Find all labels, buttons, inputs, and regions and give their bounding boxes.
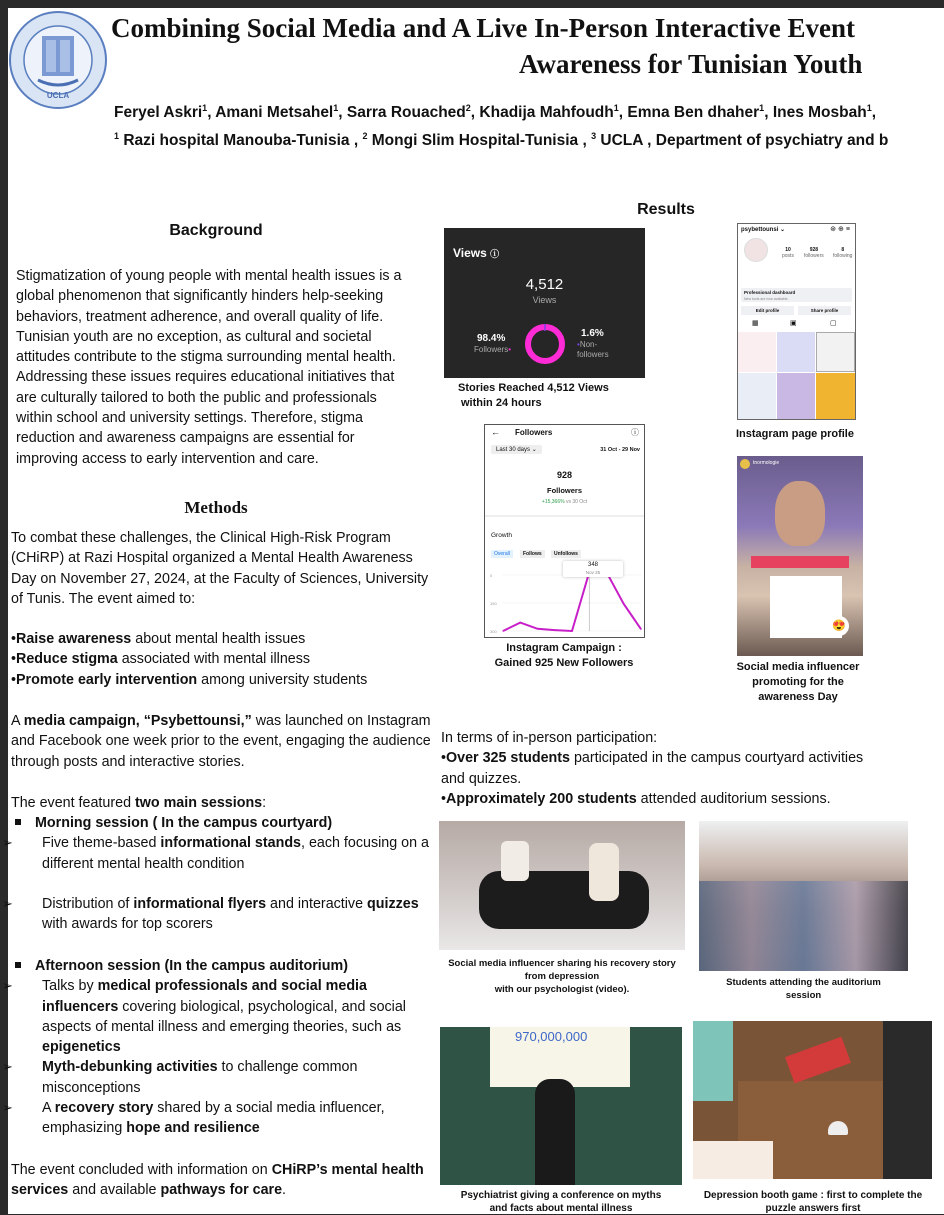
- followers-ring: [528, 327, 562, 361]
- speaker: [535, 1079, 575, 1185]
- background-text: Stigmatization of young people with mental health issues is a global phenomenon that significantly hinders help-seeking behaviors, treatment adherence, and overall quality of life. Tunisian youth are no exception, as cultural and societal attitudes contribute to the stigma surrounding mental health. Addressing these issues requires educational initiatives that are culturally tailored to both the public and professionals within school and university settings. Therefore, stigma reduction and awareness campaigns are essential for improving access to early intervention and care.: [16, 268, 402, 467]
- arrow-bullet-icon: ➢: [2, 1100, 13, 1116]
- afternoon-item: ➢ Myth-debunking activities to challenge common misconceptions: [2, 1059, 358, 1096]
- person-influencer: [501, 841, 529, 881]
- profile-avatar: [744, 238, 768, 262]
- growth-label: Growth: [491, 532, 512, 539]
- morning-session: [2, 813, 441, 934]
- influencer-caption: Social media influencer promoting for the awareness Day: [736, 661, 860, 703]
- tab-overall[interactable]: Overall: [491, 550, 513, 558]
- post-thumb[interactable]: [816, 332, 855, 372]
- profile-menu-icons[interactable]: ⊛⊕≡: [830, 226, 852, 233]
- followers-card-title: Followers: [515, 428, 553, 437]
- post-thumb[interactable]: [738, 332, 776, 372]
- date-range-text: 31 Oct - 29 Nov: [600, 447, 640, 453]
- data-point: [502, 630, 503, 631]
- instagram-views-card: [444, 228, 645, 378]
- followers-change: +15,366% vs 30 Oct: [541, 499, 588, 505]
- stat-posts: 10 posts: [782, 247, 794, 259]
- person-right: [883, 1021, 932, 1179]
- nonfollowers-pct: 1.6%: [581, 328, 604, 339]
- methods-heading: Methods: [184, 498, 248, 517]
- professional-dashboard[interactable]: Professional dashboard New tools are now available.: [741, 288, 852, 302]
- psychiatrist-conference-photo: [440, 1027, 682, 1185]
- views-caption: Stories Reached 4,512 Views within 24 hours: [458, 382, 609, 409]
- y-tick-label: 300: [490, 629, 497, 634]
- aim-item: •Promote early intervention among university students: [11, 671, 368, 688]
- date-range-dropdown[interactable]: Last 30 days ⌄: [491, 445, 542, 454]
- participation-item: •Over 325 students participated in the campus courtyard activities and quizzes.: [441, 750, 864, 787]
- author: Sarra Rouached$^2$: [346, 103, 471, 122]
- square-bullet-icon: [15, 819, 21, 825]
- followers-growth-line: [503, 572, 641, 631]
- methods-intro: To combat these challenges, the Clinical High-Risk Program (CHiRP) at Razi Hospital organized a Mental Health Awareness Day on November 27, 2024, at the Faculty of Sciences, University of Tunis. The event aimed to:: [11, 530, 429, 607]
- booth-game-photo: [693, 1021, 932, 1179]
- influencer-head: [775, 481, 825, 546]
- stat-followers: 928 followers: [804, 247, 824, 259]
- share-profile-button[interactable]: Share profile: [798, 306, 851, 315]
- data-point: [537, 628, 538, 629]
- tab-unfollows[interactable]: Unfollows: [551, 550, 581, 558]
- arabic-banner: [751, 556, 849, 568]
- data-point: [640, 629, 641, 630]
- nonfollowers-label: •Non-followers: [577, 340, 609, 359]
- auditorium-caption: Students attending the auditorium session: [726, 977, 881, 1001]
- person-psychologist: [589, 843, 619, 901]
- info-icon[interactable]: ⓘ: [631, 428, 639, 437]
- flyer-corner: [693, 1141, 773, 1179]
- post-thumb[interactable]: [738, 373, 776, 419]
- edit-profile-button[interactable]: Edit profile: [741, 306, 794, 315]
- author-list: Feryel Askri$^1$, Amani Metsahel$^1$, Sarra Rouached$^2$, Khadija Mahfoudh$^1$, Emna Ben dhaher$^1$, Ines Mosbah$^1$,: [114, 103, 877, 122]
- views-total: 4,512: [525, 276, 564, 293]
- ucla-seal-logo: [8, 10, 108, 110]
- affiliation-list: [114, 131, 888, 150]
- booth-game-caption: Depression booth game : first to complete the puzzle answers first: [703, 1190, 923, 1214]
- author: Emna Ben dhaher$^1$: [627, 103, 765, 122]
- svg-text:UCLA: UCLA: [46, 91, 70, 100]
- instagram-followers-card: [484, 424, 645, 638]
- back-arrow-icon[interactable]: ←: [491, 427, 500, 437]
- slide-text: 970,000,000: [515, 1029, 588, 1044]
- data-point: [554, 629, 555, 630]
- crowd-row: [699, 881, 908, 971]
- arrow-bullet-icon: ➢: [2, 835, 13, 851]
- affiliation: $^1$ Razi hospital Manouba-Tunisia ,: [114, 131, 363, 150]
- followers-count: 928: [556, 470, 573, 480]
- stat-following: 8 following: [833, 247, 853, 259]
- info-icon: ⓘ: [490, 249, 500, 259]
- account-avatar: [740, 459, 750, 469]
- poster-title-line2: Awareness for Tunisian Youth: [519, 49, 863, 79]
- square-bullet-icon: [15, 962, 21, 968]
- morning-item: ➢ Distribution of informational flyers and interactive quizzes with awards for top scorers: [2, 895, 419, 933]
- views-total-label: Views: [532, 295, 557, 305]
- aim-item: •Raise awareness about mental health issues: [11, 631, 306, 647]
- aim-item: •Reduce stigma associated with mental illness: [11, 651, 311, 668]
- author: Amani Metsahel$^1$: [215, 103, 339, 122]
- background-heading: Background: [169, 222, 263, 239]
- author: Ines Mosbah$^1$: [772, 103, 872, 122]
- data-point: [520, 622, 521, 623]
- views-title: Views ⓘ: [453, 246, 500, 260]
- service-bell: [828, 1121, 848, 1135]
- profile-caption: Instagram page profile: [736, 428, 854, 440]
- conference-caption: Psychiatrist giving a conference on myths and facts about mental illness: [460, 1190, 662, 1214]
- account-name: tnormologie: [753, 460, 780, 466]
- y-tick-label: 0: [490, 573, 493, 578]
- aims-list: [11, 629, 441, 690]
- affiliation: $^3$ UCLA , Department of psychiatry and b: [591, 131, 889, 150]
- morning-session-heading: Morning session ( In the campus courtyard): [11, 813, 441, 833]
- recovery-story-photo: [439, 821, 685, 950]
- chart-tooltip: 348 Nov 25: [563, 561, 623, 577]
- tagged-tab-icon[interactable]: ▢: [830, 320, 837, 327]
- author: Khadija Mahfoudh$^1$: [479, 103, 619, 122]
- afternoon-item: ➢ A recovery story shared by a social media influencer, emphasizing hope and resilience: [2, 1100, 385, 1137]
- tab-follows[interactable]: Follows: [520, 550, 545, 558]
- sessions-intro: The event featured two main sessions:: [11, 795, 267, 811]
- followers-pct: 98.4%: [477, 333, 506, 344]
- y-tick-label: 150: [490, 601, 497, 606]
- profile-username: psybettounsi ⌄: [741, 227, 786, 233]
- flyers: [785, 1037, 851, 1084]
- conclusion-text: The event concluded with information on CHiRP’s mental health services and available pathways for care.: [11, 1162, 424, 1199]
- sleeve-left: [693, 1021, 733, 1101]
- arrow-bullet-icon: ➢: [2, 1059, 13, 1075]
- participation-text: In terms of in-person participation: •Over 325 students participated in the campus courtyard activities and quizzes. •Approximately 200 students attended auditorium sessions.: [441, 728, 871, 809]
- afternoon-item: ➢ Talks by medical professionals and social media influencers covering biological, psychological, and social aspects of mental illness and emerging theories, such as epigenetics: [2, 978, 406, 1056]
- affiliation: $^2$ Mongi Slim Hospital-Tunisia ,: [362, 131, 592, 150]
- grid-tab-icon[interactable]: ▦: [752, 320, 759, 327]
- morning-item: ➢ Five theme-based informational stands, each focusing on a different mental health condition: [2, 835, 429, 872]
- reels-tab-icon[interactable]: ▣: [790, 320, 797, 327]
- arrow-bullet-icon: ➢: [2, 978, 13, 994]
- influencer-story-photo: [737, 456, 863, 656]
- views-donut-chart: [524, 323, 566, 365]
- followers-caption: Instagram Campaign : Gained 925 New Followers: [494, 642, 634, 669]
- afternoon-session-heading: Afternoon session (In the campus auditorium): [11, 956, 441, 976]
- results-heading: Results: [637, 201, 695, 218]
- media-campaign-text: A media campaign, “Psybettounsi,” was launched on Instagram and Facebook one week prior to the event, engaging the audience through posts and interactive stories.: [11, 713, 431, 770]
- followers-label: Followers•: [474, 345, 512, 354]
- author: Feryel Askri$^1$: [114, 103, 208, 122]
- post-thumb[interactable]: [777, 332, 815, 372]
- recovery-story-caption: Social media influencer sharing his recovery story from depression with our psychologist (video).: [448, 958, 676, 995]
- arrow-bullet-icon: ➢: [2, 895, 13, 911]
- divider: [485, 515, 644, 517]
- instagram-profile-card: [737, 223, 856, 420]
- participation-item: •Approximately 200 students attended auditorium sessions.: [441, 790, 831, 807]
- post-thumb[interactable]: [816, 373, 855, 419]
- afternoon-session: [2, 956, 441, 1139]
- data-point: [571, 630, 572, 631]
- poster: [2, 8, 944, 1214]
- post-thumb[interactable]: [777, 373, 815, 419]
- poster-title-line1: Combining Social Media and A Live In-Person Interactive Event: [111, 13, 856, 43]
- heart-eyes-emoji-icon: 😍: [829, 616, 849, 636]
- followers-count-label: Followers: [546, 486, 582, 495]
- auditorium-students-photo: [699, 821, 908, 971]
- data-point: [623, 603, 624, 604]
